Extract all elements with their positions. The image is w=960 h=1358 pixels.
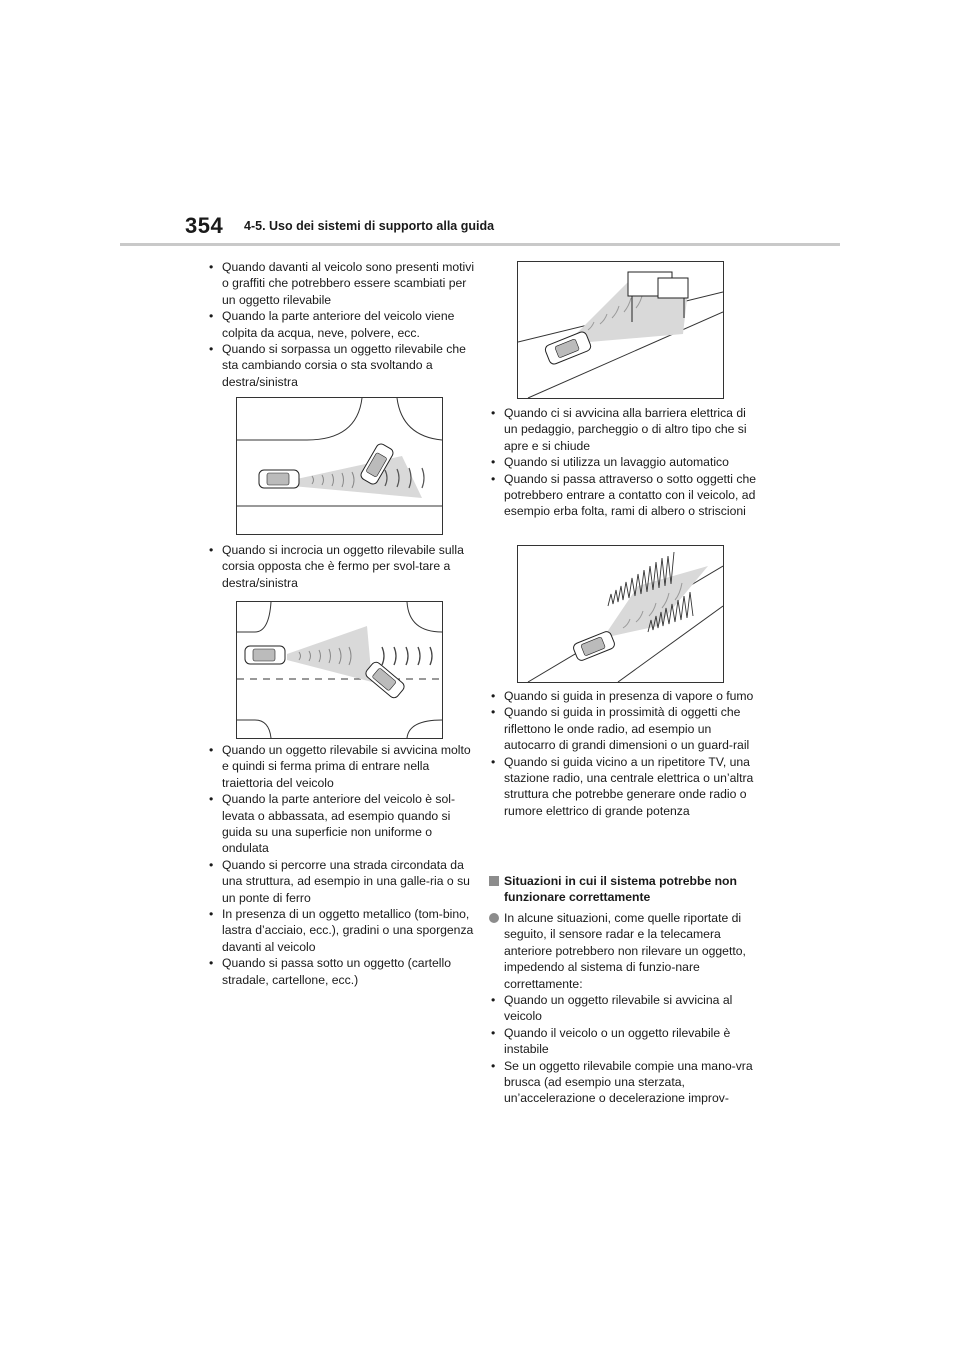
figure-turning-vehicle xyxy=(236,397,443,535)
left-list-3 xyxy=(207,742,475,988)
section-title: 4-5. Uso dei sistemi di supporto alla guida xyxy=(244,219,495,233)
list-item: • Quando si percorre una strada circondata da una struttura, ad esempio in una galle-ria o su un ponte di ferro xyxy=(207,857,475,906)
section-heading-text: Situazioni in cui il sistema potrebbe non funzionare correttamente xyxy=(504,874,737,905)
section-heading xyxy=(489,873,757,906)
header-rule xyxy=(120,243,840,246)
list-item: • Quando la parte anteriore del veicolo viene colpita da acqua, neve, polvere, ecc. xyxy=(207,308,475,341)
figure-tall-grass xyxy=(517,545,724,683)
list-item: • Quando il veicolo o un oggetto rilevabile è instabile xyxy=(489,1025,757,1058)
square-bullet-icon xyxy=(489,876,499,886)
list-item: • Quando si incrocia un oggetto rilevabile sulla corsia opposta che è fermo per svol-tare a destra/sinistra xyxy=(207,542,475,591)
list-item: • Quando si guida vicino a un ripetitore TV, una stazione radio, una centrale elettrica o un’altra struttura che potrebbe generare onde radio o rumore elettrico di grande potenza xyxy=(489,754,757,820)
right-list-3 xyxy=(489,992,757,1107)
list-item: • Quando si guida in prossimità di oggetti che riflettono le onde radio, ad esempio un autocarro di grandi dimensioni o un guard-rail xyxy=(489,704,757,753)
list-item: • Quando un oggetto rilevabile si avvicina al veicolo xyxy=(489,992,757,1025)
list-item: • Quando si passa sotto un oggetto (cartello stradale, cartellone, ecc.) xyxy=(207,955,475,988)
right-list-1 xyxy=(489,405,757,520)
list-item: • Se un oggetto rilevabile compie una mano-vra brusca (ad esempio una sterzata, un’accelerazione o decelerazione improv- xyxy=(489,1058,757,1107)
list-item: • In presenza di un oggetto metallico (tom-bino, lastra d’acciaio, ecc.), gradini o una sporgenza davanti al veicolo xyxy=(207,906,475,955)
circle-bullet-icon xyxy=(489,913,499,923)
page-number: 354 xyxy=(185,213,224,238)
list-item: • Quando si passa attraverso o sotto oggetti che potrebbero entrare a contatto con il veicolo, ad esempio erba folta, rami di albero o striscioni xyxy=(489,471,757,520)
intro-text: In alcune situazioni, come quelle riportate di seguito, il sensore radar e la telecamera anteriore potrebbero non rilevare un oggetto, impedendo al sistema di funzio-nare correttamente: xyxy=(504,911,746,991)
list-item: • Quando un oggetto rilevabile si avvicina molto e quindi si ferma prima di entrare nella traiettoria del veicolo xyxy=(207,742,475,791)
left-list-1 xyxy=(207,259,475,390)
list-item: • Quando la parte anteriore del veicolo è sol-levata o abbassata, ad esempio quando si guida su una superficie non uniforme o ondulata xyxy=(207,791,475,857)
figure-overhead-sign xyxy=(517,261,724,399)
list-item: • Quando ci si avvicina alla barriera elettrica di un pedaggio, parcheggio o di altro tipo che si apre e si chiude xyxy=(489,405,757,454)
left-list-2 xyxy=(207,542,475,591)
intro-paragraph xyxy=(489,910,757,992)
list-item: • Quando si guida in presenza di vapore o fumo xyxy=(489,688,757,704)
figure-oncoming-vehicle xyxy=(236,601,443,739)
list-item: • Quando davanti al veicolo sono presenti motivi o graffiti che potrebbero essere scambiati per un oggetto rilevabile xyxy=(207,259,475,308)
right-list-2 xyxy=(489,688,757,819)
list-item: • Quando si sorpassa un oggetto rilevabile che sta cambiando corsia o sta svoltando a destra/sinistra xyxy=(207,341,475,390)
list-item: • Quando si utilizza un lavaggio automatico xyxy=(489,454,757,470)
